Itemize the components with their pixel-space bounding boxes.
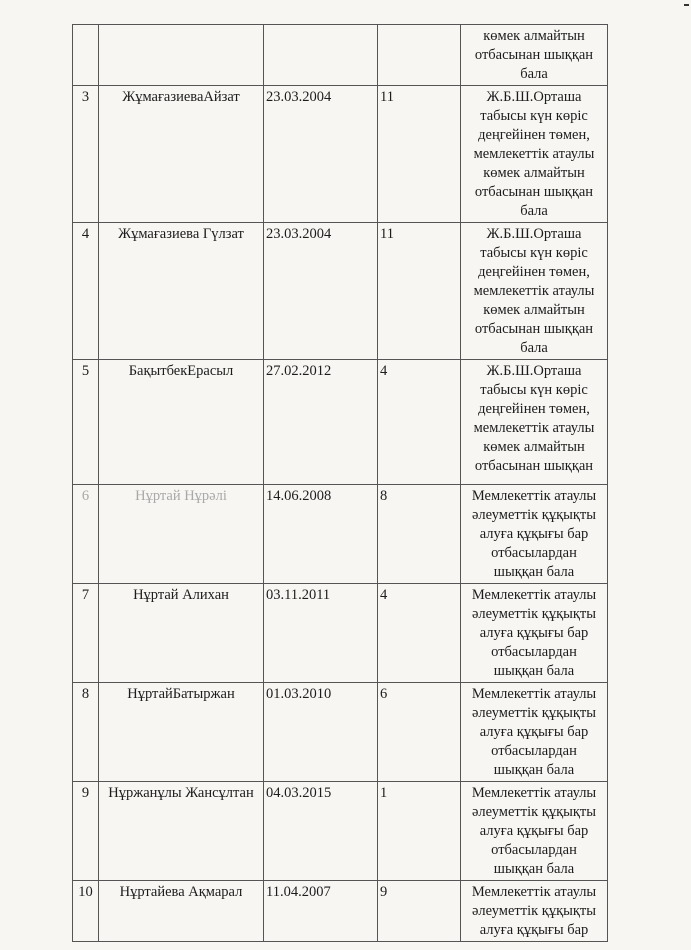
table-row: [73, 584, 608, 683]
category-line: алуға құқығы бар: [479, 724, 589, 740]
birth-date: 01.03.2010: [264, 683, 378, 782]
grade: [378, 25, 461, 86]
student-name: Жұмағазиева Гүлзат: [99, 223, 264, 360]
category-line: көмек алмайтын: [483, 165, 585, 181]
table-row: [73, 25, 608, 86]
category: [461, 223, 608, 360]
category-line: көмек алмайтын: [483, 439, 585, 455]
grade: 11: [378, 86, 461, 223]
page-corner-mark: [684, 4, 689, 6]
category: [461, 485, 608, 584]
category-line: әлеуметтік құқықты: [472, 903, 596, 919]
student-name: БақытбекЕрасыл: [99, 360, 264, 485]
grade: 4: [378, 584, 461, 683]
student-register-table: [72, 24, 608, 942]
category-line: алуға құқығы бар: [479, 625, 589, 641]
category-line: отбасынан шыққан: [474, 458, 594, 474]
row-number: 5: [73, 360, 99, 485]
row-number: 4: [73, 223, 99, 360]
category-line: мемлекеттік атаулы: [473, 146, 595, 162]
category-line: әлеуметтік құқықты: [472, 705, 596, 721]
category-line: алуға құқығы бар: [479, 823, 589, 839]
row-number: 7: [73, 584, 99, 683]
table-row: [73, 86, 608, 223]
grade: 4: [378, 360, 461, 485]
birth-date: 27.02.2012: [264, 360, 378, 485]
category: [461, 25, 608, 86]
birth-date: 03.11.2011: [264, 584, 378, 683]
category: [461, 683, 608, 782]
grade: 6: [378, 683, 461, 782]
grade: 1: [378, 782, 461, 881]
category-line: бала: [520, 340, 548, 356]
row-number: [73, 25, 99, 86]
category-line: Мемлекеттік атаулы: [471, 686, 597, 702]
category-line: әлеуметтік құқықты: [472, 606, 596, 622]
row-number: 6: [73, 485, 99, 584]
table-row: [73, 782, 608, 881]
category-line: Ж.Б.Ш.Орташа: [486, 226, 582, 242]
category-line: Мемлекеттік атаулы: [471, 587, 597, 603]
student-name: Нұртай Нұрәлі: [99, 485, 264, 584]
category-line: отбасынан шыққан: [474, 321, 594, 337]
category-line: бала: [520, 203, 548, 219]
grade: 8: [378, 485, 461, 584]
grade: 11: [378, 223, 461, 360]
category-line: көмек алмайтын: [483, 28, 585, 44]
category-line: отбасылардан: [491, 743, 577, 759]
table-row: [73, 881, 608, 942]
row-number: 9: [73, 782, 99, 881]
category-line: көмек алмайтын: [483, 302, 585, 318]
category-line: шыққан бала: [493, 861, 575, 877]
category: [461, 360, 608, 485]
category: [461, 782, 608, 881]
table-row: [73, 360, 608, 485]
category-line: Мемлекеттік атаулы: [471, 785, 597, 801]
category-line: мемлекеттік атаулы: [473, 420, 595, 436]
category-line: мемлекеттік атаулы: [473, 283, 595, 299]
category: [461, 584, 608, 683]
category-line: табысы күн көріс: [480, 245, 588, 261]
category-line: алуға құқығы бар: [479, 922, 589, 938]
row-number: 3: [73, 86, 99, 223]
table-row: [73, 683, 608, 782]
table-row: [73, 223, 608, 360]
student-name: Нұртай Алихан: [99, 584, 264, 683]
birth-date: 23.03.2004: [264, 223, 378, 360]
table-row: [73, 485, 608, 584]
category-line: табысы күн көріс: [480, 108, 588, 124]
student-name: ЖұмағазиеваАйзат: [99, 86, 264, 223]
category-line: шыққан бала: [493, 663, 575, 679]
category-line: отбасылардан: [491, 644, 577, 660]
birth-date: 23.03.2004: [264, 86, 378, 223]
grade: 9: [378, 881, 461, 942]
document-table-wrapper: [72, 24, 608, 942]
student-name: Нұртайева Ақмарал: [99, 881, 264, 942]
category-line: табысы күн көріс: [480, 382, 588, 398]
birth-date: [264, 25, 378, 86]
category-line: Мемлекеттік атаулы: [471, 884, 597, 900]
category-line: шыққан бала: [493, 564, 575, 580]
category-line: Ж.Б.Ш.Орташа: [486, 89, 582, 105]
category-line: отбасылардан: [491, 545, 577, 561]
student-name: Нұржанұлы Жансұлтан: [99, 782, 264, 881]
category-line: әлеуметтік құқықты: [472, 507, 596, 523]
category-line: алуға құқығы бар: [479, 526, 589, 542]
category-line: деңгейінен төмен,: [478, 401, 590, 417]
row-number: 10: [73, 881, 99, 942]
birth-date: 11.04.2007: [264, 881, 378, 942]
student-name: [99, 25, 264, 86]
category-line: Мемлекеттік атаулы: [471, 488, 597, 504]
category-line: деңгейінен төмен,: [478, 127, 590, 143]
category-line: Ж.Б.Ш.Орташа: [486, 363, 582, 379]
category-line: әлеуметтік құқықты: [472, 804, 596, 820]
birth-date: 14.06.2008: [264, 485, 378, 584]
category-line: бала: [520, 66, 548, 82]
category: [461, 86, 608, 223]
category-line: отбасылардан: [491, 842, 577, 858]
category-line: деңгейінен төмен,: [478, 264, 590, 280]
category-line: шыққан бала: [493, 762, 575, 778]
student-name: НұртайБатыржан: [99, 683, 264, 782]
birth-date: 04.03.2015: [264, 782, 378, 881]
category-line: отбасынан шыққан: [474, 184, 594, 200]
category-line: отбасынан шыққан: [474, 47, 594, 63]
category: [461, 881, 608, 942]
row-number: 8: [73, 683, 99, 782]
